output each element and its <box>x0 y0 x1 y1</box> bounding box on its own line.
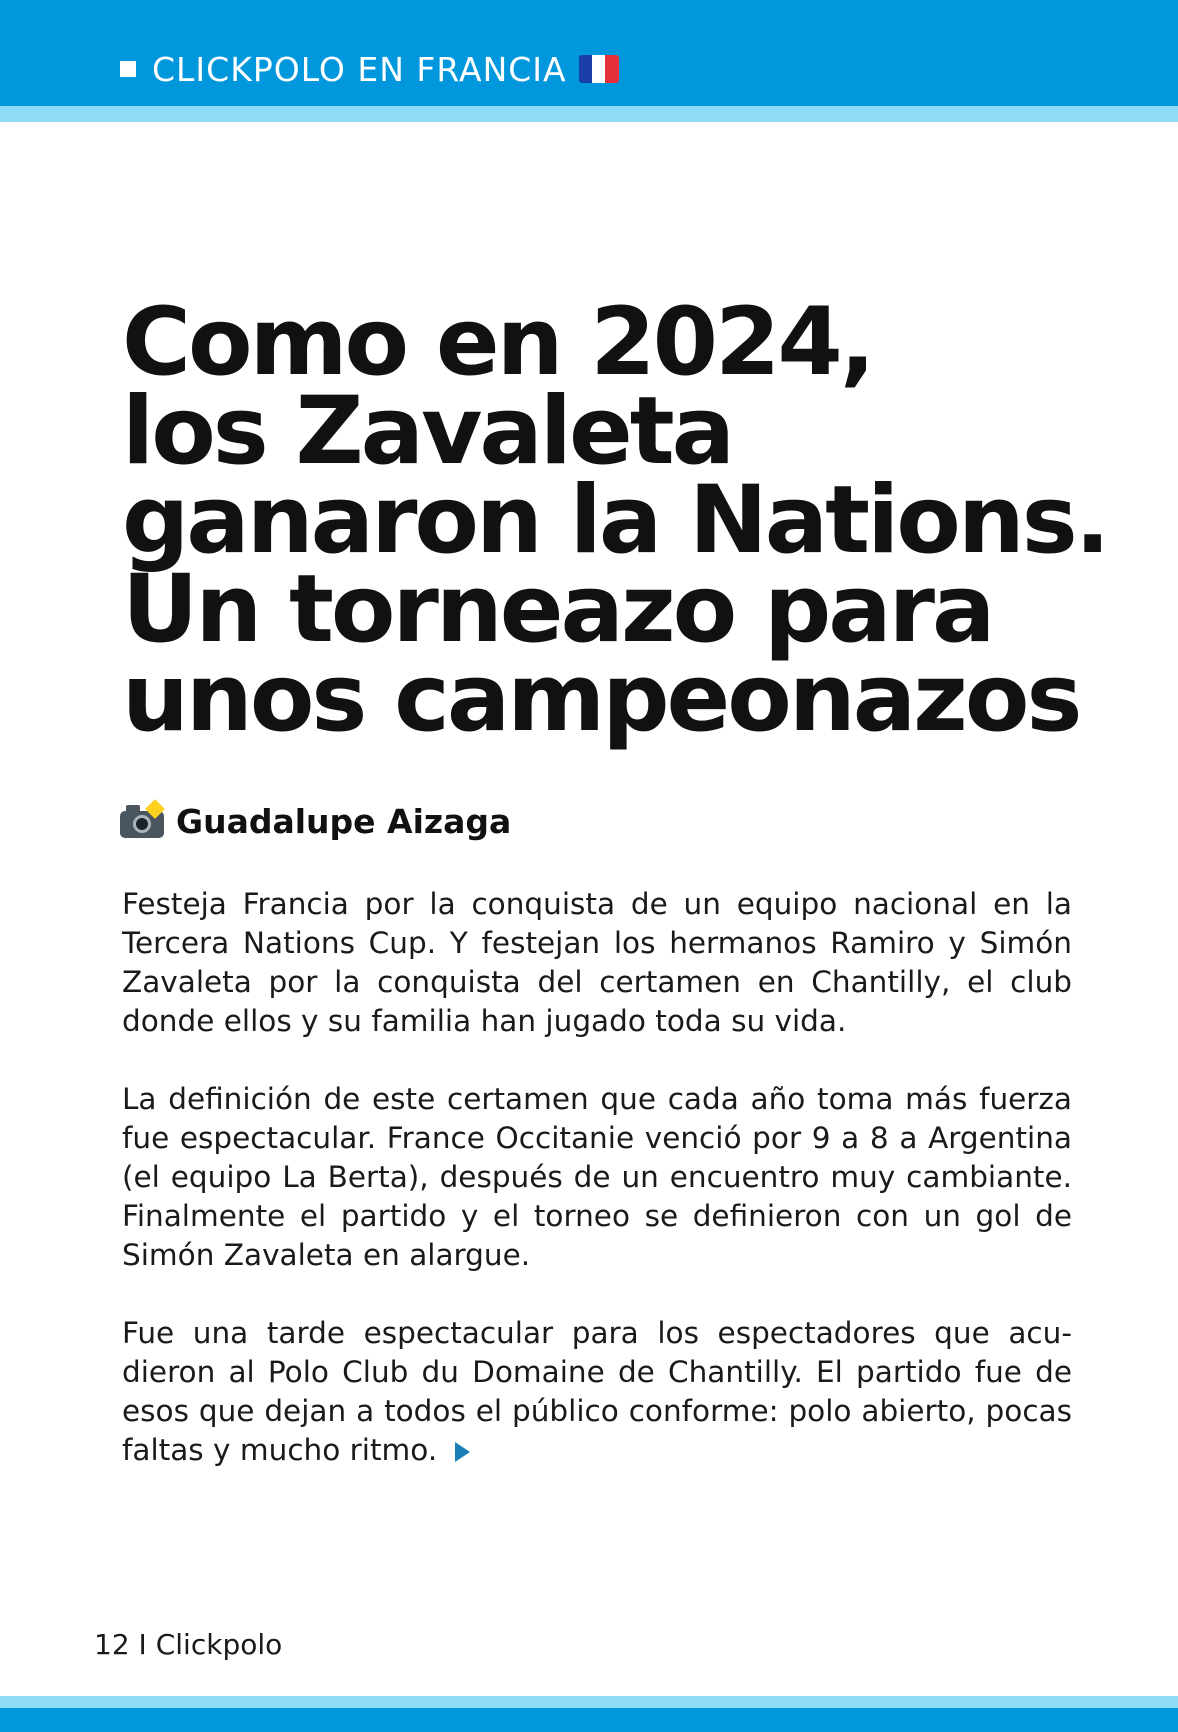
headline-line: unos campeonazos <box>122 644 1080 753</box>
section-label-text: CLICKPOLO EN FRANCIA <box>152 49 567 89</box>
camera-flash-icon <box>120 804 164 838</box>
headline-line: Un torneazo para <box>122 555 993 664</box>
byline <box>120 800 511 842</box>
footer-separator: I <box>138 1628 147 1661</box>
headline-line: ganaron la Nations. <box>122 466 1108 575</box>
header-stripe <box>0 106 1178 122</box>
article-headline <box>122 288 1132 753</box>
author-name: Guadalupe Aizaga <box>176 801 512 841</box>
headline-line: los Zavaleta <box>122 377 733 486</box>
section-label <box>120 44 619 94</box>
headline-line: Como en 2024, <box>122 288 873 397</box>
france-flag-icon <box>579 55 619 83</box>
footer-band <box>0 1708 1178 1732</box>
body-paragraph: La definición de este certamen que cada año toma más fuerza fue espectacular. France Occitanie venció por 9 a 8 a Argentina (el equipo La Berta), después de un encuentro muy cambiante. Finalmente el partido y el torneo se definieron con un gol de Simón Zavaleta en alargue. <box>122 1082 1072 1272</box>
body-paragraph: Festeja Francia por la conquista de un equipo nacional en la Tercera Nations Cup. Y festejan los hermanos Ramiro y Simón Zavaleta por la conquista del certamen en Chantilly, el club donde ellos y su familia han jugado toda su vida. <box>122 887 1072 1038</box>
play-triangle-icon <box>455 1442 470 1462</box>
footer-stripe <box>0 1696 1178 1708</box>
article-body <box>122 885 1072 1509</box>
body-paragraph-text: Fue una tarde espectacular para los espectadores que acudieron al Polo Club du Domaine de Chantilly. El partido fue de esos que dejan a todos el público conforme: polo abierto, pocas faltas y mucho ritmo. <box>122 1316 1072 1467</box>
body-paragraph-last <box>122 1314 1072 1470</box>
square-bullet-icon <box>120 61 136 77</box>
page-footer <box>94 1628 282 1661</box>
publication-name: Clickpolo <box>155 1628 283 1661</box>
page-number: 12 <box>94 1628 130 1661</box>
